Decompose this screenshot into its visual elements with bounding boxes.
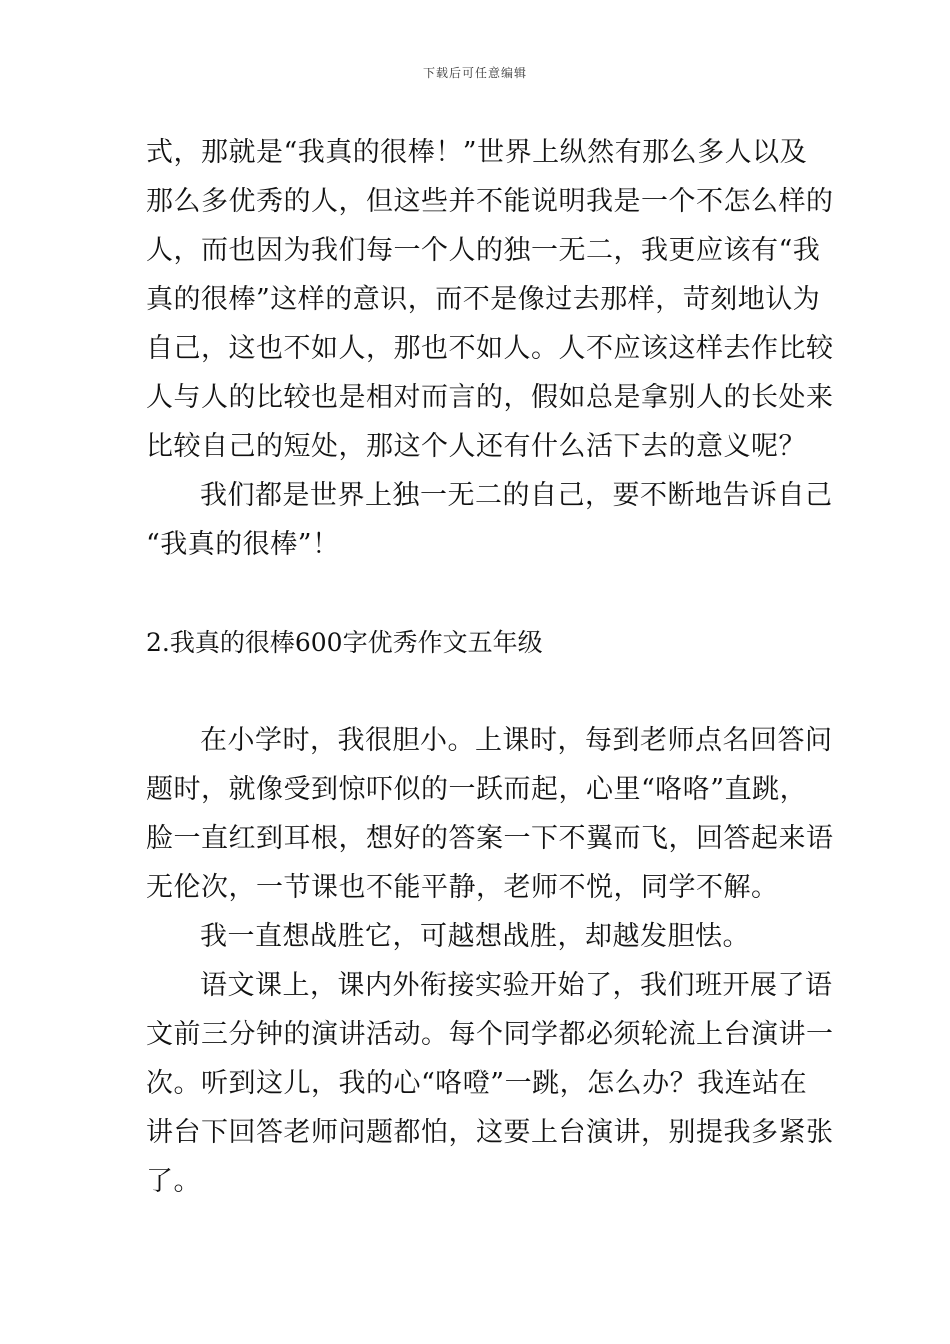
text-line: 脸一直红到耳根，想好的答案一下不翼而飞，回答起来语 xyxy=(146,823,834,854)
text-line: 人，而也因为我们每一个人的独一无二，我更应该有“我 xyxy=(146,235,821,266)
spacer xyxy=(146,667,808,716)
section-heading: 2.我真的很棒600字优秀作文五年级 xyxy=(146,628,543,657)
text-line: 式，那就是“我真的很棒！”世界上纵然有那么多人以及 xyxy=(146,137,808,168)
paragraph-start: 我们都是世界上独一无二的自己，要不断地告诉自己 xyxy=(200,480,833,511)
paragraph-start: 在小学时，我很胆小。上课时，每到老师点名回答问 xyxy=(200,725,833,756)
text-line: 次。听到这儿，我的心“咯噔”一跳，怎么办？我连站在 xyxy=(146,1068,808,1099)
header-note: 下载后可任意编辑 xyxy=(422,66,527,80)
text-line: “我真的很棒”！ xyxy=(146,529,340,560)
spacer xyxy=(146,569,808,618)
text-line: 讲台下回答老师问题都怕，这要上台演讲，别提我多紧张 xyxy=(146,1117,834,1148)
text-line: 无伦次，一节课也不能平静，老师不悦，同学不解。 xyxy=(146,872,779,903)
document-body xyxy=(146,128,834,1206)
text-line: 了。 xyxy=(146,1166,201,1197)
text-line: 比较自己的短处，那这个人还有什么活下去的意义呢？ xyxy=(146,431,806,462)
text-line: 题时，就像受到惊吓似的一跃而起，心里“咯咯”直跳， xyxy=(146,774,808,805)
text-line: 真的很棒”这样的意识，而不是像过去那样，苛刻地认为 xyxy=(146,284,821,315)
text-line: 自己，这也不如人，那也不如人。人不应该这样去作比较 xyxy=(146,333,834,364)
text-line: 那么多优秀的人，但这些并不能说明我是一个不怎么样的 xyxy=(146,186,834,217)
text-line: 人与人的比较也是相对而言的，假如总是拿别人的长处来 xyxy=(146,382,834,413)
paragraph-start: 我一直想战胜它，可越想战胜，却越发胆怯。 xyxy=(200,921,750,952)
text-line: 文前三分钟的演讲活动。每个同学都必须轮流上台演讲一 xyxy=(146,1019,834,1050)
paragraph-start: 语文课上，课内外衔接实验开始了，我们班开展了语 xyxy=(200,970,833,1001)
